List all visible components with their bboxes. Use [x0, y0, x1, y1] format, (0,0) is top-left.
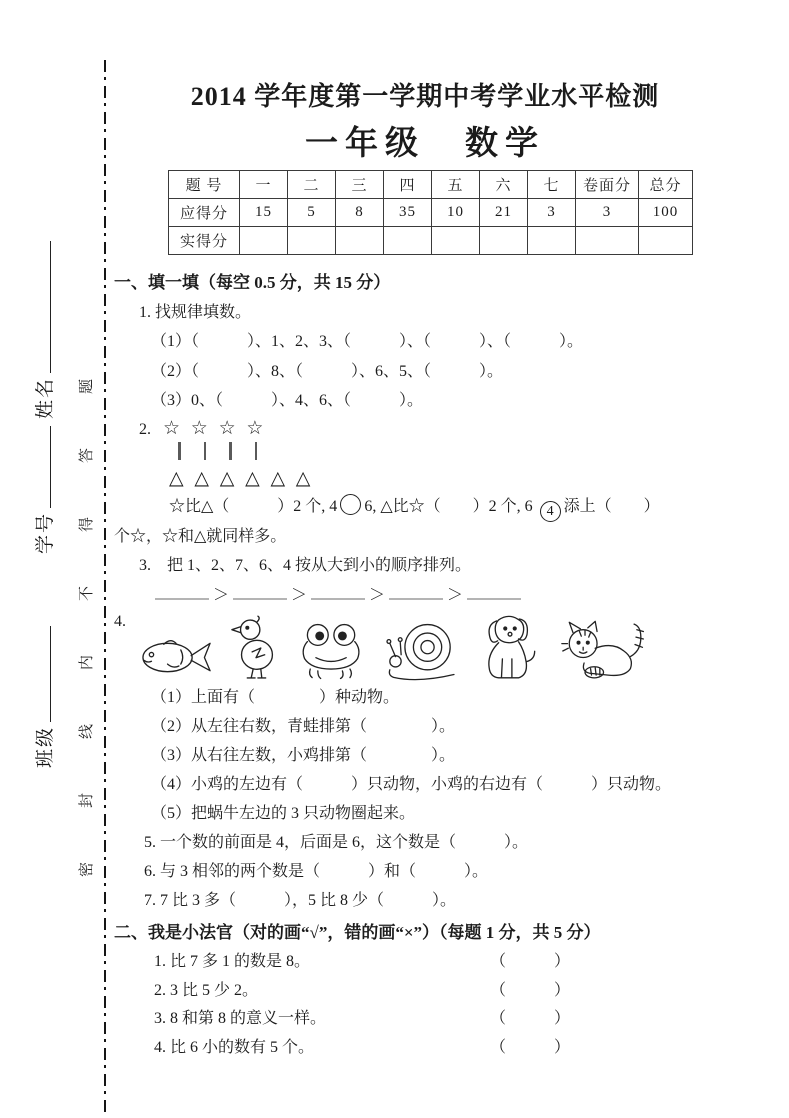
student-id-label: 学号 — [35, 511, 56, 554]
section1-heading: 一、填一填（每空 0.5 分，共 15 分） — [114, 273, 391, 292]
student-id-blank-line — [46, 426, 51, 508]
triangle-icons: △ △ △ △ △ △ — [169, 468, 314, 489]
answer-blank — [311, 583, 365, 600]
score-header-cell: 七 — [528, 171, 576, 199]
score-cell-empty — [240, 227, 288, 255]
score-cell-empty — [576, 227, 639, 255]
score-header-cell: 卷面分 — [576, 171, 639, 199]
class-blank-line — [46, 626, 51, 722]
frog-icon — [297, 621, 367, 683]
score-header-cell: 六 — [480, 171, 528, 199]
judge-answer-parens: （ ） — [489, 981, 570, 999]
score-cell-empty — [384, 227, 432, 255]
section2-heading: 二、我是小法官（对的画“√”，错的画“×”）（每题 1 分，共 5 分） — [114, 923, 601, 942]
score-cell-empty — [528, 227, 576, 255]
score-header-cell: 总分 — [639, 171, 693, 199]
score-cell: 100 — [639, 199, 693, 227]
q5-text: 5. 一个数的前面是 4，后面是 6，这个数是（ ）。 — [144, 834, 529, 851]
judge-item-text: 3. 8 和第 8 的意义一样。 — [154, 1010, 327, 1027]
tally-mark-icon — [178, 442, 181, 460]
q4-animal-row — [114, 611, 754, 683]
answer-blank — [233, 583, 287, 600]
tally-mark-icon — [204, 442, 207, 460]
name-blank-line — [46, 241, 51, 373]
q2-compare-line — [169, 492, 754, 522]
q4-item-4: （4）小鸡的左边有（ ）只动物，小鸡的右边有（ ）只动物。 — [151, 776, 672, 793]
answer-blank — [389, 583, 443, 600]
compare-circle-blank — [340, 494, 361, 515]
greater-than-sign: ＞ — [369, 587, 386, 604]
judge-item-4 — [154, 1034, 570, 1063]
q1-item-3: （3）0、（ ）、4、6、（ ）。 — [151, 392, 424, 409]
row-label: 应得分 — [169, 199, 240, 227]
q2-compare-line2: 个☆，☆和△就同样多。 — [114, 528, 287, 545]
judge-item-1 — [154, 948, 570, 977]
score-header-cell: 一 — [240, 171, 288, 199]
score-cell-empty — [336, 227, 384, 255]
score-header-cell: 三 — [336, 171, 384, 199]
q2-triangles-row — [169, 466, 754, 492]
greater-than-sign: ＞ — [291, 587, 308, 604]
exam-paper — [114, 70, 754, 1062]
score-cell-empty — [480, 227, 528, 255]
judge-item-text: 2. 3 比 5 少 2。 — [154, 981, 259, 999]
score-cell: 5 — [288, 199, 336, 227]
name-label: 姓名 — [35, 376, 56, 419]
score-table — [168, 170, 693, 255]
judge-answer-parens: （ ） — [489, 1038, 570, 1056]
q6-text: 6. 与 3 相邻的两个数是（ ）和（ ）。 — [144, 863, 489, 880]
class-field — [30, 626, 57, 768]
score-cell: 35 — [384, 199, 432, 227]
q7-text: 7. 7 比 3 多（ ），5 比 8 少（ ）。 — [144, 892, 457, 909]
score-cell: 21 — [480, 199, 528, 227]
q4-item-1: （1）上面有（ ）种动物。 — [151, 689, 400, 706]
judge-answer-parens: （ ） — [489, 953, 570, 970]
score-header-cell: 五 — [432, 171, 480, 199]
exam-subtitle: 一年级 数学 — [305, 126, 545, 162]
name-field — [30, 241, 57, 419]
q3-order-blanks — [154, 581, 754, 607]
score-header-cell: 四 — [384, 171, 432, 199]
q1-item-1: （1）（ ）、1、2、3、（ ）、（ ）、（ ）。 — [151, 333, 584, 350]
actual-score-row — [169, 227, 693, 255]
q2-compare-b: 6, △比☆（ ）2 个, 6 — [364, 498, 533, 515]
score-cell: 10 — [432, 199, 480, 227]
fish-icon — [139, 631, 215, 683]
judge-item-text: 1. 比 7 多 1 的数是 8。 — [154, 953, 311, 970]
q1-stem: 1. 找规律填数。 — [139, 304, 252, 321]
score-header-cell: 题 号 — [169, 171, 240, 199]
score-cell: 3 — [576, 199, 639, 227]
q4-item-3: （3）从右往左数，小鸡排第（ ）。 — [151, 747, 456, 764]
seal-text: 密封线内不得答题 — [79, 324, 95, 877]
q2-compare-c: 添上（ ） — [563, 498, 660, 515]
greater-than-sign: ＞ — [213, 587, 230, 604]
snail-icon — [380, 617, 460, 683]
exam-title: 2014 学年度第一学期中考学业水平检测 — [190, 82, 660, 111]
tally-mark-icon — [255, 442, 258, 460]
score-table-header-row — [169, 171, 693, 199]
score-cell-empty — [432, 227, 480, 255]
circled-number: 4 — [540, 501, 561, 522]
seal-dashed-line — [104, 60, 106, 1112]
score-cell-empty — [639, 227, 693, 255]
student-id-field — [30, 426, 57, 554]
score-cell-empty — [288, 227, 336, 255]
tally-mark-icon — [229, 442, 232, 460]
expected-score-row — [169, 199, 693, 227]
judge-answer-parens: （ ） — [489, 1010, 570, 1027]
row-label: 实得分 — [169, 227, 240, 255]
q4-item-5: （5）把蜗牛左边的 3 只动物圈起来。 — [151, 805, 416, 822]
score-cell: 8 — [336, 199, 384, 227]
greater-than-sign: ＞ — [447, 587, 464, 604]
q2-stars-row — [139, 415, 754, 442]
q2-match-lines — [178, 442, 754, 466]
judge-item-2 — [154, 977, 570, 1006]
q1-item-2: （2）（ ）、8、（ ）、6、5、（ ）。 — [151, 363, 504, 380]
star-icons: ☆ ☆ ☆ ☆ — [163, 418, 267, 439]
judge-item-text: 4. 比 6 小的数有 5 个。 — [154, 1038, 315, 1056]
q4-number: 4. — [114, 613, 126, 630]
q3-stem: 3. 把 1、2、7、6、4 按从大到小的顺序排列。 — [139, 557, 472, 574]
score-header-cell: 二 — [288, 171, 336, 199]
q2-compare-a: ☆比△（ ）2 个, 4 — [169, 498, 338, 515]
score-cell: 3 — [528, 199, 576, 227]
judge-item-3 — [154, 1005, 570, 1034]
q4-item-2: （2）从左往右数，青蛙排第（ ）。 — [151, 718, 456, 735]
score-cell: 15 — [240, 199, 288, 227]
cat-icon — [560, 619, 648, 683]
q2-number: 2. — [139, 421, 151, 438]
answer-blank — [155, 583, 209, 600]
chick-icon — [228, 615, 284, 683]
dog-icon — [473, 611, 547, 683]
answer-blank — [467, 583, 521, 600]
class-label: 班级 — [35, 725, 56, 768]
